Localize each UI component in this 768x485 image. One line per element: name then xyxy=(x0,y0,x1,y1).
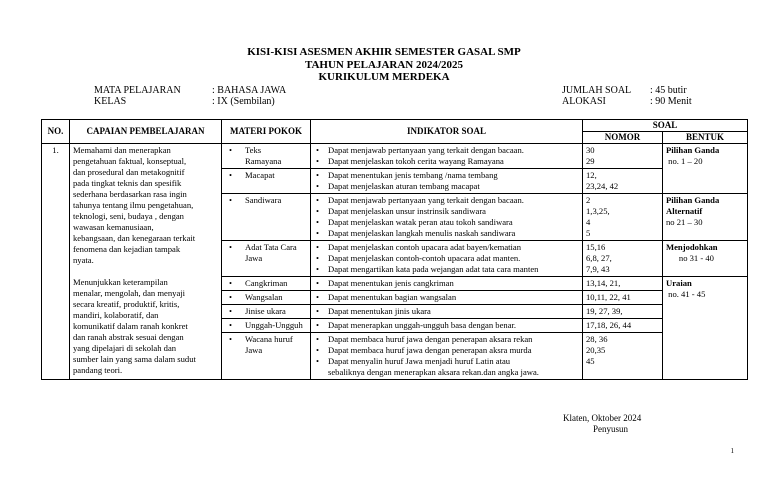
materi-line: Adat Tata Cara xyxy=(245,242,297,252)
meta-value: : 90 Menit xyxy=(650,96,692,107)
header-nomor: NOMOR xyxy=(583,132,663,144)
nomor-value: 12, xyxy=(586,170,597,180)
materi-pokok-cell xyxy=(222,241,311,277)
indikator-text xyxy=(328,356,539,378)
bullet-icon: • xyxy=(229,170,233,180)
indikator-text xyxy=(328,334,532,345)
indikator-item xyxy=(314,356,579,378)
bentuk-type: Uraian xyxy=(666,278,692,288)
bullet-icon: • xyxy=(316,278,320,288)
indikator-line: Dapat menyalin huruf Jawa menjadi huruf Latin atau xyxy=(328,356,511,366)
indikator-cell xyxy=(311,305,583,319)
materi-line: Ramayana xyxy=(245,156,282,166)
header-no: NO. xyxy=(42,120,70,144)
materi-pokok-cell xyxy=(222,305,311,319)
meta-label: MATA PELAJARAN xyxy=(94,85,181,96)
capaian-line: pandang teori. xyxy=(73,365,123,375)
indikator-line: Dapat membaca huruf jawa dengan penerapan aksra murda xyxy=(328,345,532,355)
materi-pokok-cell xyxy=(222,169,311,194)
header-indikator: INDIKATOR SOAL xyxy=(311,120,583,144)
nomor-cell xyxy=(583,194,663,241)
indikator-line: sebaliknya dengan menerapkan aksara rekan.dan angka jawa. xyxy=(328,367,539,377)
bentuk-type: Pilihan Ganda Alternatif xyxy=(666,195,720,216)
meta-row-time-allocation xyxy=(562,96,692,107)
indikator-item xyxy=(314,170,579,181)
nomor-value: 4 xyxy=(586,217,591,227)
header-capaian: CAPAIAN PEMBELAJARAN xyxy=(70,120,222,144)
indikator-cell xyxy=(311,319,583,333)
meta-row-question-count xyxy=(562,85,692,96)
materi-pokok-cell xyxy=(222,333,311,380)
bentuk-cell xyxy=(663,277,748,380)
materi-line: Teks xyxy=(245,145,262,155)
materi-line: Sandiwara xyxy=(245,195,282,205)
materi-item xyxy=(225,292,307,303)
footer-role: Penyusun xyxy=(593,424,629,434)
indikator-line: Dapat menjawab pertanyaan yang terkait dengan bacaan. xyxy=(328,195,524,205)
bentuk-type: Menjodohkan xyxy=(666,242,718,252)
capaian-pembelajaran-cell xyxy=(70,144,222,380)
nomor-cell xyxy=(583,291,663,305)
meta-row-subject xyxy=(94,85,286,96)
indikator-text xyxy=(328,292,456,303)
indikator-item xyxy=(314,195,579,206)
capaian-line: Memahami dan menerapkan xyxy=(73,145,171,155)
indikator-text xyxy=(328,320,516,331)
indikator-cell xyxy=(311,241,583,277)
bentuk-cell xyxy=(663,241,748,277)
materi-line: Jinise ukara xyxy=(245,306,286,316)
bullet-icon: • xyxy=(229,292,233,302)
bullet-icon: • xyxy=(316,181,320,191)
bullet-icon: • xyxy=(316,264,320,274)
materi-line: Jawa xyxy=(245,345,263,355)
indikator-item xyxy=(314,242,579,253)
indikator-text xyxy=(328,253,520,264)
materi-item xyxy=(225,242,307,264)
indikator-line: Dapat menjelaskan unsur instrinsik sandiwara xyxy=(328,206,486,216)
capaian-line: pengetahuan faktual, konseptual, xyxy=(73,156,187,166)
materi-line: Wangsalan xyxy=(245,292,283,302)
nomor-value: 10,11, 22, 41 xyxy=(586,292,631,302)
indikator-cell xyxy=(311,144,583,169)
indikator-text xyxy=(328,345,532,356)
indikator-text xyxy=(328,278,454,289)
capaian-line: Menunjukkan keterampilan xyxy=(73,277,168,287)
materi-line: Wacana huruf xyxy=(245,334,293,344)
bullet-icon: • xyxy=(316,217,320,227)
indikator-text xyxy=(328,170,498,181)
bullet-icon: • xyxy=(316,145,320,155)
materi-pokok-cell xyxy=(222,194,311,241)
materi-line: Unggah-Ungguh xyxy=(245,320,303,330)
indikator-line: Dapat menentukan jinis ukara xyxy=(328,306,431,316)
capaian-line: secara kreatif, produktif, kritis, xyxy=(73,299,180,309)
nomor-cell xyxy=(583,277,663,291)
capaian-line: menalar, mengolah, dan menyaji xyxy=(73,288,186,298)
indikator-line: Dapat menentukan jenis cangkriman xyxy=(328,278,454,288)
title-line-3: KURIKULUM MERDEKA xyxy=(318,71,450,83)
materi-item xyxy=(225,145,307,167)
capaian-line: dan prosedural dan metakognitif xyxy=(73,167,185,177)
materi-pokok-cell xyxy=(222,291,311,305)
bentuk-range: no. 1 – 20 xyxy=(666,156,703,166)
meta-left xyxy=(94,85,286,107)
indikator-item xyxy=(314,278,579,289)
bullet-icon: • xyxy=(316,253,320,263)
indikator-item xyxy=(314,345,579,356)
header-bentuk: BENTUK xyxy=(663,132,748,144)
materi-text xyxy=(245,306,286,317)
materi-pokok-cell xyxy=(222,144,311,169)
materi-item xyxy=(225,278,307,289)
indikator-line: Dapat menerapkan unggah-ungguh basa dengan benar. xyxy=(328,320,517,330)
nomor-value: 30 xyxy=(586,145,595,155)
meta-label: JUMLAH SOAL xyxy=(562,85,632,96)
capaian-line: wawasan kemanusiaan, xyxy=(73,222,154,232)
bentuk-cell xyxy=(663,194,748,241)
bullet-icon: • xyxy=(316,170,320,180)
bullet-icon: • xyxy=(229,195,233,205)
bullet-icon: • xyxy=(229,334,233,344)
indikator-line: Dapat menjelaskan watak peran atau tokoh sandiwara xyxy=(328,217,513,227)
nomor-value: 17,18, 26, 44 xyxy=(586,320,632,330)
nomor-value: 5 xyxy=(586,228,591,238)
capaian-line: kebangsaan, dan kenegaraan terkait xyxy=(73,233,196,243)
page-number: 1 xyxy=(730,447,734,455)
indikator-cell xyxy=(311,291,583,305)
nomor-value: 28, 36 xyxy=(586,334,608,344)
meta-right xyxy=(562,85,692,107)
bentuk-range: no 21 – 30 xyxy=(666,217,703,227)
indikator-line: Dapat menentukan jenis tembang /nama tembang xyxy=(328,170,498,180)
capaian-line: yang dipelajari di sekolah dan xyxy=(73,343,177,353)
nomor-cell xyxy=(583,144,663,169)
materi-pokok-cell xyxy=(222,277,311,291)
materi-text xyxy=(245,334,293,356)
bentuk-range: no. 41 - 45 xyxy=(666,289,706,299)
indikator-line: Dapat menjelaskan contoh-contoh upacara adat manten. xyxy=(328,253,521,263)
indikator-cell xyxy=(311,169,583,194)
bullet-icon: • xyxy=(316,320,320,330)
indikator-item xyxy=(314,206,579,217)
materi-pokok-cell xyxy=(222,319,311,333)
document-title-block xyxy=(0,46,768,84)
materi-text xyxy=(245,195,281,206)
capaian-line: fenomena dan kejadian tampak xyxy=(73,244,181,254)
paragraph-gap xyxy=(73,266,218,277)
nomor-value: 15,16 xyxy=(586,242,606,252)
nomor-value: 45 xyxy=(586,356,595,366)
materi-item xyxy=(225,195,307,206)
indikator-item xyxy=(314,145,579,156)
nomor-value: 7,9, 43 xyxy=(586,264,610,274)
title-line-2: TAHUN PELAJARAN 2024/2025 xyxy=(304,58,464,71)
indikator-item xyxy=(314,253,579,264)
indikator-item xyxy=(314,306,579,317)
nomor-value: 20,35 xyxy=(586,345,606,355)
nomor-cell xyxy=(583,319,663,333)
capaian-line: sederhana berdasarkan rasa ingin xyxy=(73,189,187,199)
capaian-line: teknologi, seni, budaya , dengan xyxy=(73,211,184,221)
indikator-item xyxy=(314,156,579,167)
indikator-text xyxy=(328,217,513,228)
meta-label: ALOKASI xyxy=(562,96,606,107)
bullet-icon: • xyxy=(316,345,320,355)
header-soal: SOAL xyxy=(583,120,748,132)
meta-value: : 45 butir xyxy=(650,85,687,96)
indikator-text xyxy=(328,306,431,317)
indikator-item xyxy=(314,217,579,228)
bullet-icon: • xyxy=(316,306,320,316)
bullet-icon: • xyxy=(316,228,320,238)
bullet-icon: • xyxy=(229,278,233,288)
bentuk-range: no 31 - 40 xyxy=(666,253,714,263)
indikator-line: Dapat membaca huruf jawa dengan penerapan aksara rekan xyxy=(328,334,533,344)
bullet-icon: • xyxy=(316,195,320,205)
indikator-item xyxy=(314,292,579,303)
capaian-line: dan ranah abstrak sesuai dengan xyxy=(73,332,184,342)
nomor-value: 19, 27, 39, xyxy=(586,306,623,316)
indikator-item xyxy=(314,320,579,331)
indikator-line: Dapat menentukan bagian wangsalan xyxy=(328,292,457,302)
nomor-cell xyxy=(583,333,663,380)
indikator-line: Dapat menjelaskan contoh upacara adat bayen/kematian xyxy=(328,242,522,252)
materi-text xyxy=(245,170,275,181)
indikator-line: Dapat mengartikan kata pada wejangan adat tata cara manten xyxy=(328,264,539,274)
materi-item xyxy=(225,170,307,181)
indikator-text xyxy=(328,195,524,206)
bullet-icon: • xyxy=(316,156,320,166)
nomor-value: 29 xyxy=(586,156,595,166)
indikator-line: Dapat menjelaskan tokoh cerita wayang Ramayana xyxy=(328,156,504,166)
nomor-value: 1,3,25, xyxy=(586,206,610,216)
capaian-line: mandiri, kolaboratif, dan xyxy=(73,310,159,320)
capaian-line: pada tingkat teknis dan spesifik xyxy=(73,178,182,188)
indikator-item xyxy=(314,264,579,275)
indikator-text xyxy=(328,181,480,192)
indikator-text xyxy=(328,206,486,217)
bullet-icon: • xyxy=(316,206,320,216)
bullet-icon: • xyxy=(229,306,233,316)
indikator-cell xyxy=(311,333,583,380)
indikator-cell xyxy=(311,194,583,241)
materi-text xyxy=(245,145,281,167)
materi-line: Macapat xyxy=(245,170,275,180)
bullet-icon: • xyxy=(229,242,233,252)
nomor-value: 23,24, 42 xyxy=(586,181,619,191)
row-number: 1. xyxy=(42,144,70,380)
materi-item xyxy=(225,334,307,356)
materi-line: Jawa xyxy=(245,253,263,263)
nomor-cell xyxy=(583,169,663,194)
meta-value: : BAHASA JAWA xyxy=(212,85,287,96)
footer-place-date: Klaten, Oktober 2024 xyxy=(563,413,642,423)
indikator-item xyxy=(314,334,579,345)
indikator-line: Dapat menjelaskan aturan tembang macapat xyxy=(328,181,480,191)
indikator-cell xyxy=(311,277,583,291)
kisi-kisi-table xyxy=(41,119,748,380)
indikator-line: Dapat menjelaskan langkah menulis naskah sandiwara xyxy=(328,228,516,238)
indikator-text xyxy=(328,156,504,167)
header-materi: MATERI POKOK xyxy=(222,120,311,144)
bullet-icon: • xyxy=(316,334,320,344)
indikator-line: Dapat menjawab pertanyaan yang terkait dengan bacaan. xyxy=(328,145,524,155)
materi-item xyxy=(225,320,307,331)
bullet-icon: • xyxy=(316,356,320,366)
materi-text xyxy=(245,242,297,264)
materi-line: Cangkriman xyxy=(245,278,288,288)
indikator-text xyxy=(328,228,515,239)
indikator-text xyxy=(328,242,521,253)
capaian-line: nyata. xyxy=(73,255,94,265)
nomor-value: 6,8, 27, xyxy=(586,253,612,263)
materi-text xyxy=(245,320,303,331)
bullet-icon: • xyxy=(316,292,320,302)
indikator-item xyxy=(314,228,579,239)
bentuk-cell xyxy=(663,144,748,194)
capaian-line: tahunya tentang ilmu pengetahuan, xyxy=(73,200,194,210)
table-row xyxy=(42,144,748,169)
title-line-1: KISI-KISI ASESMEN AKHIR SEMESTER GASAL SMP xyxy=(247,46,521,58)
bullet-icon: • xyxy=(316,242,320,252)
meta-value: : IX (Sembilan) xyxy=(212,96,275,107)
indikator-text xyxy=(328,145,524,156)
nomor-value: 13,14, 21, xyxy=(586,278,621,288)
nomor-cell xyxy=(583,305,663,319)
materi-text xyxy=(245,278,287,289)
capaian-line: sumber lain yang sama dalam sudut xyxy=(73,354,196,364)
meta-label: KELAS xyxy=(94,96,127,107)
bullet-icon: • xyxy=(229,320,233,330)
nomor-cell xyxy=(583,241,663,277)
bentuk-type: Pilihan Ganda xyxy=(666,145,720,155)
materi-text xyxy=(245,292,283,303)
meta-row-class xyxy=(94,96,286,107)
capaian-line: komunikatif dalam ranah konkret xyxy=(73,321,188,331)
indikator-item xyxy=(314,181,579,192)
bullet-icon: • xyxy=(229,145,233,155)
materi-item xyxy=(225,306,307,317)
indikator-text xyxy=(328,264,538,275)
table-body xyxy=(42,144,748,380)
nomor-value: 2 xyxy=(586,195,591,205)
